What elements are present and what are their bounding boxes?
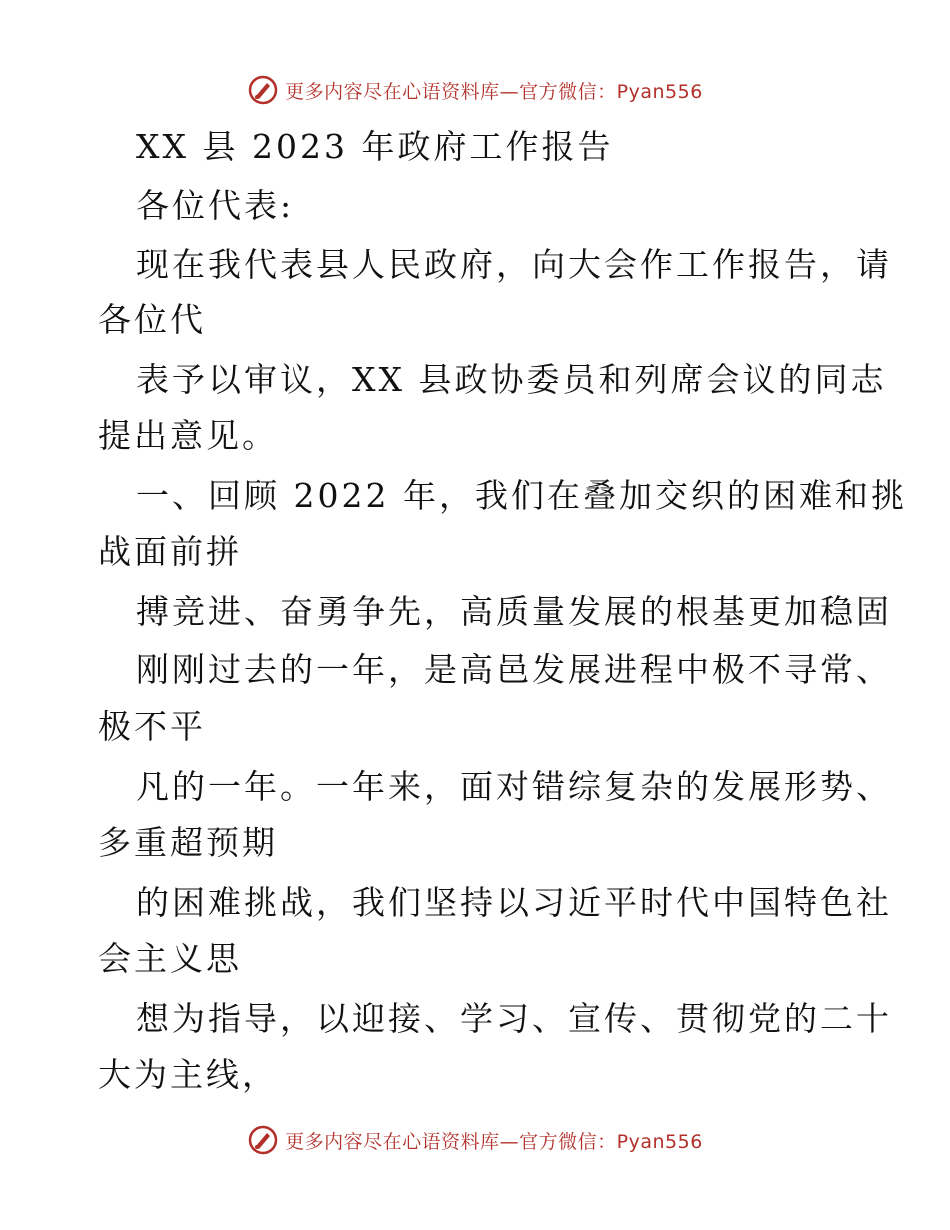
text-line: 搏竞进、奋勇争先，高质量发展的根基更加稳固 [136, 592, 892, 631]
text-line: 凡的一年。一年来，面对错综复杂的发展形势、 [136, 767, 892, 806]
pen-circle-logo-icon [247, 74, 279, 106]
text-line: 想为指导，以迎接、学习、宣传、贯彻党的二十 [136, 999, 892, 1038]
salutation: 各位代表: [136, 186, 295, 225]
text-line: 现在我代表县人民政府，向大会作工作报告，请 [136, 245, 892, 284]
footer-watermark-text: 更多内容尽在心语资料库—官方微信：Pyan556 [285, 1130, 703, 1153]
text-line: 极不平 [98, 707, 206, 746]
text-line: 各位代 [98, 300, 206, 339]
section-heading-line: 一、回顾 2022 年，我们在叠加交织的困难和挑 [136, 476, 907, 515]
text-line: 多重超预期 [98, 823, 278, 862]
text-line: 的困难挑战，我们坚持以习近平时代中国特色社 [136, 883, 892, 922]
text-line: 会主义思 [98, 939, 242, 978]
header-watermark [0, 70, 950, 110]
text-line: 表予以审议，XX 县政协委员和列席会议的同志 [136, 360, 887, 399]
text-line: 刚刚过去的一年，是高邑发展进程中极不寻常、 [136, 650, 892, 689]
text-line: 提出意见。 [98, 416, 278, 455]
text-line: 大为主线， [98, 1055, 278, 1094]
document-title: XX 县 2023 年政府工作报告 [136, 127, 614, 166]
pen-circle-logo-icon [247, 1124, 279, 1156]
text-line: 战面前拼 [98, 532, 242, 571]
header-watermark-text: 更多内容尽在心语资料库—官方微信：Pyan556 [285, 80, 703, 103]
footer-watermark [0, 1120, 950, 1160]
